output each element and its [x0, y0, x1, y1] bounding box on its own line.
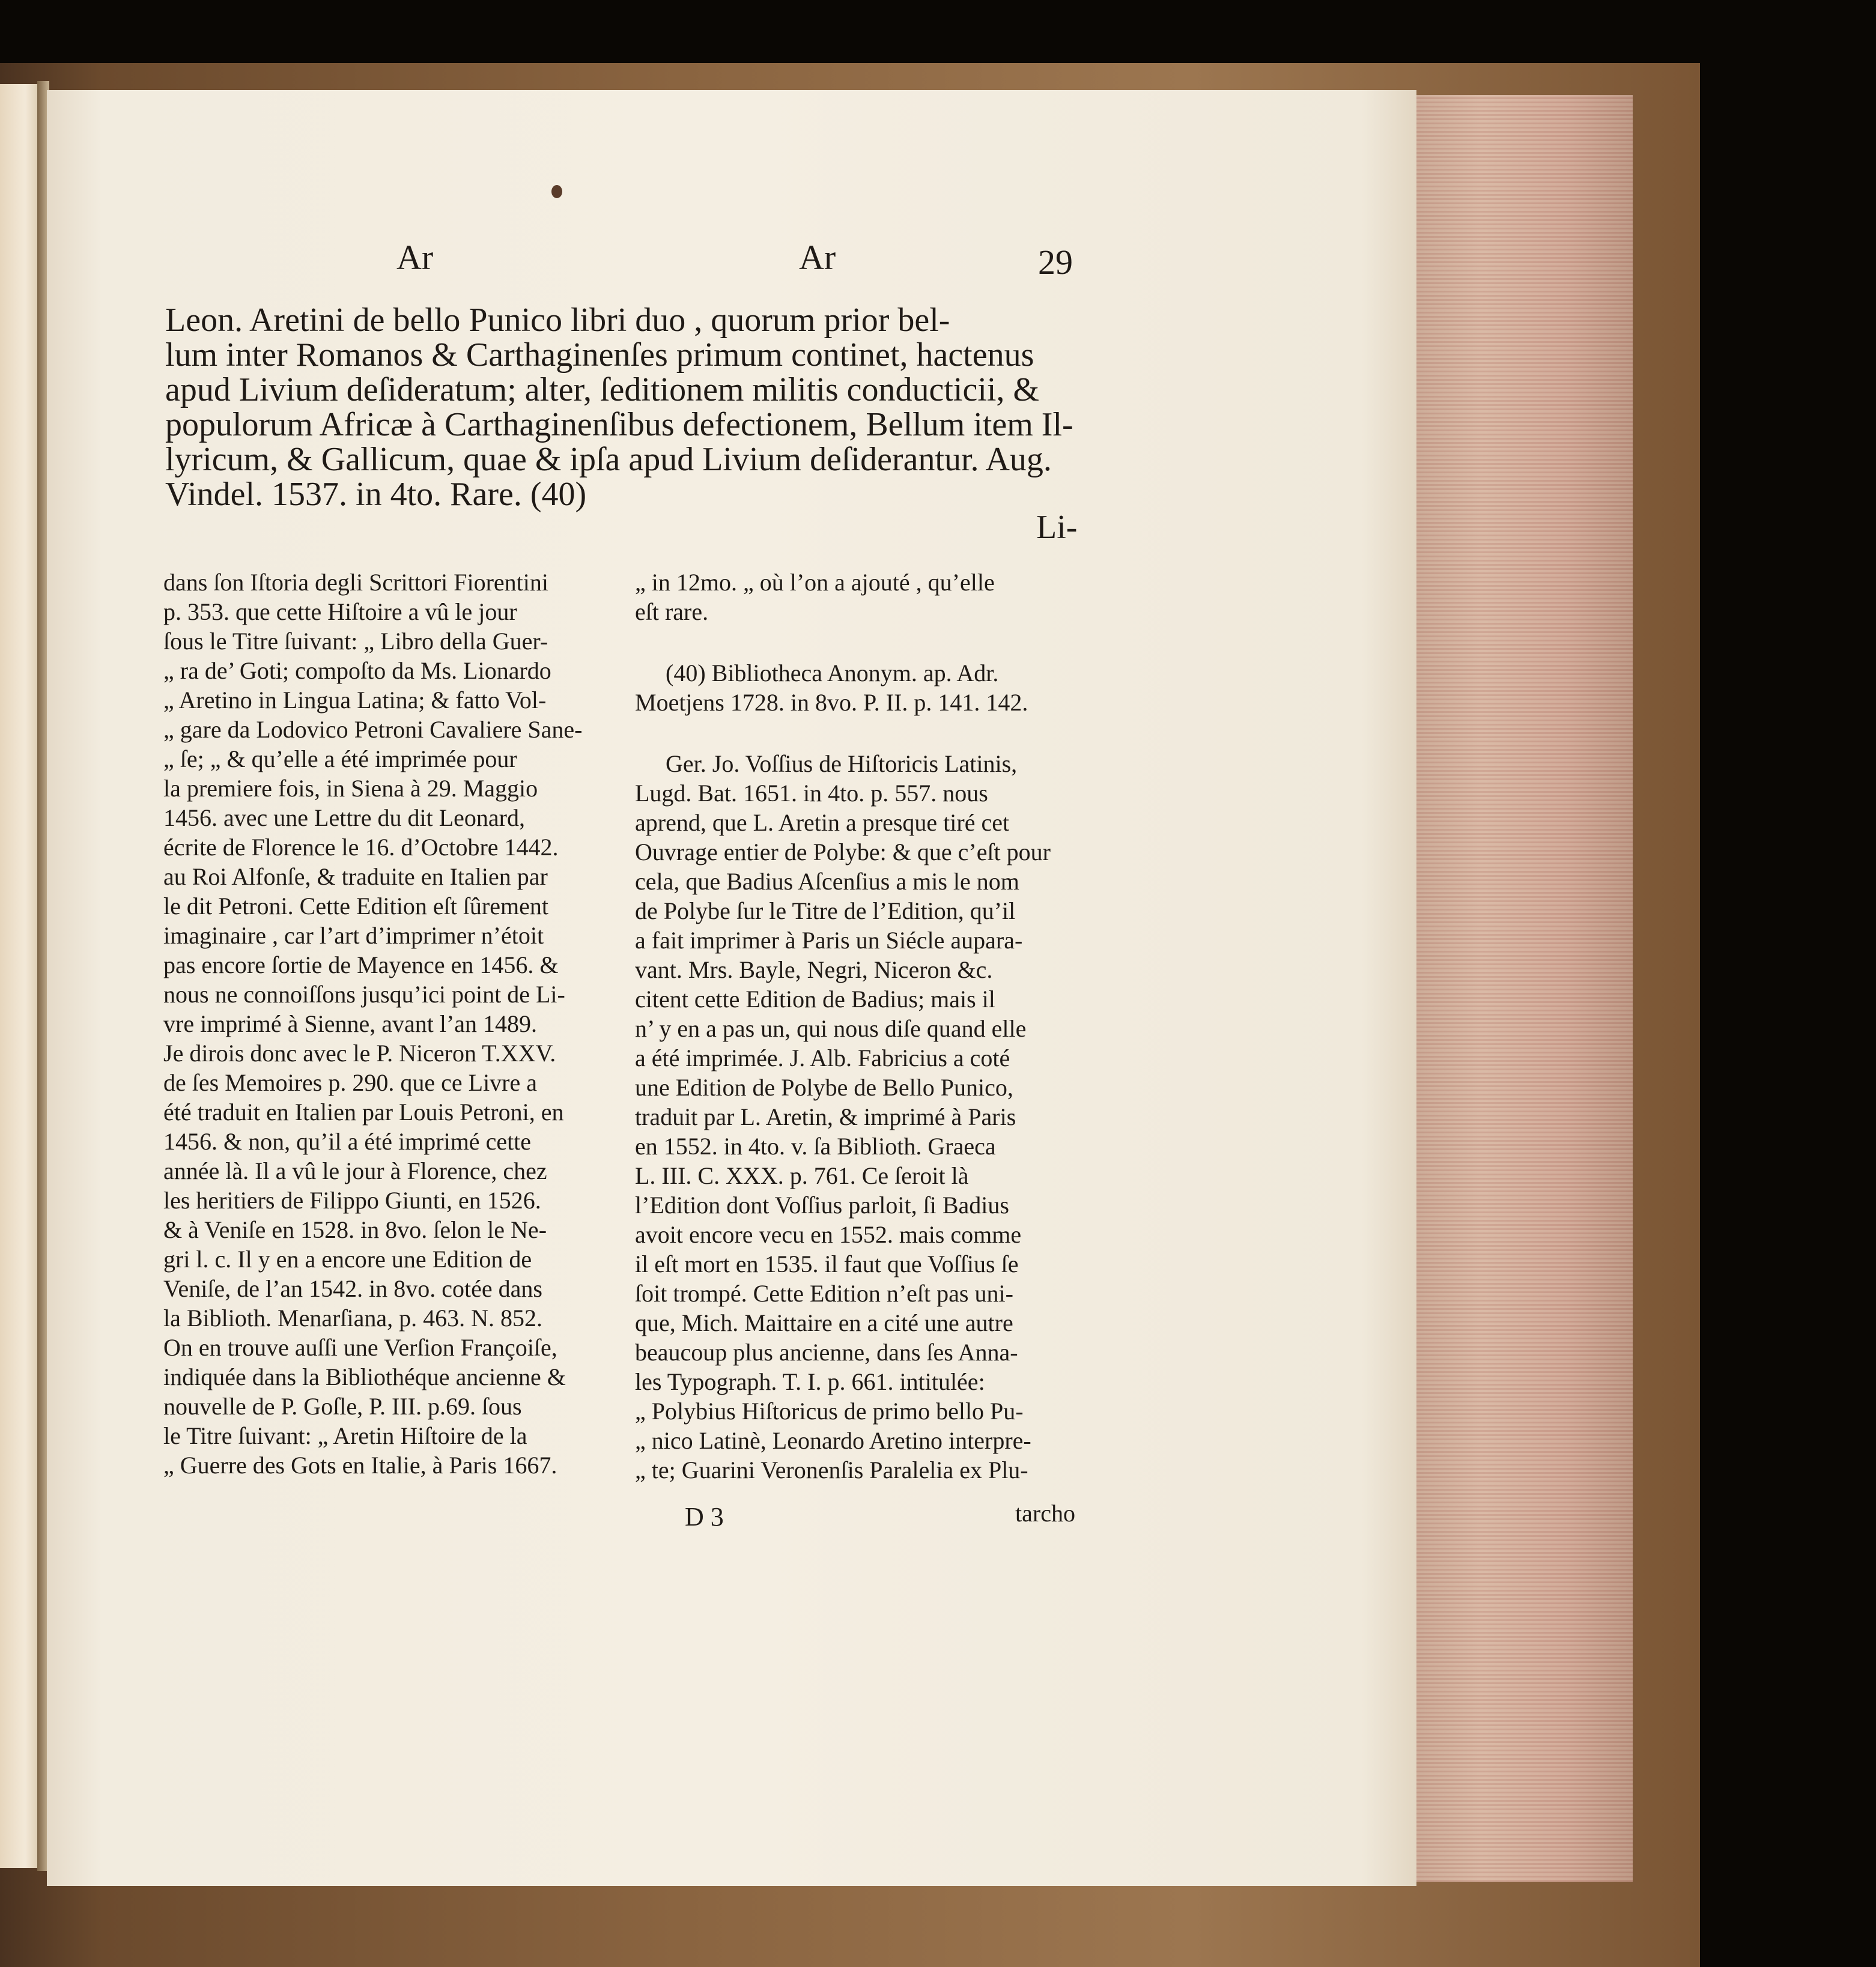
text-line: gri l. c. Il y en a encore une Edition de	[163, 1246, 532, 1273]
text-line: Ger. Jo. Voſſius de Hiſtoricis Latinis,	[666, 750, 1018, 777]
text-line: année là. Il a vû le jour à Florence, chez	[163, 1157, 547, 1184]
text-line: traduit par L. Aretin, & imprimé à Paris	[635, 1103, 1016, 1130]
text-line: „ ra de’ Goti; compoſto da Ms. Lionardo	[163, 657, 551, 684]
text-line: beaucoup plus ancienne, dans ſes Anna-	[635, 1339, 1018, 1366]
text-line: nous ne connoiſſons jusqu’ici point de Li-	[163, 981, 565, 1008]
text-line: au Roi Alfonſe, & traduite en Italien par	[163, 863, 548, 890]
text-line: il eſt mort en 1535. il faut que Voſſius ſe	[635, 1250, 1019, 1277]
text-line: „ nico Latinè, Leonardo Aretino interpre-	[635, 1427, 1031, 1454]
text-line: L. III. C. XXX. p. 761. Ce ſeroit là	[635, 1162, 969, 1189]
running-head-center: Ar	[799, 238, 836, 277]
text-line: écrite de Florence le 16. d’Octobre 1442.	[163, 834, 559, 861]
text-line: „ te; Guarini Veronenſis Paralelia ex Plu-	[635, 1456, 1028, 1484]
text-line: „ Guerre des Gots en Italie, à Paris 1667.	[163, 1452, 557, 1479]
text-line: une Edition de Polybe de Bello Punico,	[635, 1074, 1013, 1101]
text-line: en 1552. in 4to. v. ſa Biblioth. Graeca	[635, 1133, 996, 1160]
text-line: On en trouve auſſi une Verſion Françoiſe,	[163, 1334, 557, 1361]
text-line: & à Veniſe en 1528. in 8vo. ſelon le Ne-	[163, 1216, 547, 1243]
text-line: ſous le Titre ſuivant: „ Libro della Guer-	[163, 628, 548, 655]
text-line: citent cette Edition de Badius; mais il	[635, 986, 995, 1013]
main-entry-line: Vindel. 1537. in 4to. Rare. (40)	[165, 476, 587, 513]
text-line: „ gare da Lodovico Petroni Cavaliere Sane-	[163, 716, 583, 743]
text-line: le dit Petroni. Cette Edition eſt ſûrement	[163, 893, 548, 920]
main-entry-line: lyricum, & Gallicum, quae & ipſa apud Livium deſiderantur. Aug.	[165, 441, 1052, 478]
text-line: le Titre ſuivant: „ Aretin Hiſtoire de la	[163, 1422, 527, 1449]
text-line: vant. Mrs. Bayle, Negri, Niceron &c.	[635, 956, 993, 983]
main-entry-line: apud Livium deſideratum; alter, ſeditionem militis conducticii, &	[165, 371, 1039, 408]
text-line: a été imprimée. J. Alb. Fabricius a coté	[635, 1044, 1010, 1071]
text-line: aprend, que L. Aretin a presque tiré cet	[635, 809, 1010, 836]
text-line: 1456. & non, qu’il a été imprimé cette	[163, 1128, 532, 1155]
footnote-line: (40) Bibliotheca Anonym. ap. Adr.	[666, 659, 999, 686]
text-line: la Biblioth. Menarſiana, p. 463. N. 852.	[163, 1305, 543, 1332]
text-line: vre imprimé à Sienne, avant l’an 1489.	[163, 1010, 538, 1037]
text-line: dans ſon Iſtoria degli Scrittori Fiorentini	[163, 569, 549, 596]
text-line: Lugd. Bat. 1651. in 4to. p. 557. nous	[635, 780, 988, 807]
text-line: été traduit en Italien par Louis Petroni, en	[163, 1099, 564, 1126]
text-line: pas encore ſortie de Mayence en 1456. &	[163, 951, 559, 978]
text-line: de Polybe ſur le Titre de l’Edition, qu’il	[635, 897, 1016, 924]
text-line: de ſes Memoires p. 290. que ce Livre a	[163, 1069, 538, 1096]
text-line: Je dirois donc avec le P. Niceron T.XXV.	[163, 1040, 556, 1067]
text-line: cela, que Badius Aſcenſius a mis le nom	[635, 868, 1019, 895]
main-entry-line: Leon. Aretini de bello Punico libri duo , quorum prior bel-	[165, 302, 950, 339]
text-line: nouvelle de P. Goſle, P. III. p.69. ſous	[163, 1393, 522, 1420]
text-line: avoit encore vecu en 1552. mais comme	[635, 1221, 1022, 1248]
text-line: la premiere fois, in Siena à 29. Maggio	[163, 775, 538, 802]
catchword: tarcho	[1015, 1500, 1075, 1527]
text-line: imaginaire , car l’art d’imprimer n’étoit	[163, 922, 544, 949]
text-line: „ in 12mo. „ où l’on a ajouté , qu’elle	[635, 569, 995, 596]
page-number: 29	[1038, 243, 1073, 282]
text-line: eſt rare.	[635, 598, 709, 625]
ink-spot	[551, 185, 562, 198]
text-line: l’Edition dont Voſſius parloit, ſi Badius	[635, 1192, 1009, 1219]
catchword: Li-	[1036, 509, 1078, 546]
text-line: „ Polybius Hiſtoricus de primo bello Pu-	[635, 1398, 1024, 1425]
text-line: p. 353. que cette Hiſtoire a vû le jour	[163, 598, 517, 625]
text-line: „ ſe; „ & qu’elle a été imprimée pour	[163, 745, 517, 772]
running-head-left: Ar	[396, 238, 434, 277]
text-line: Veniſe, de l’an 1542. in 8vo. cotée dans	[163, 1275, 542, 1302]
main-entry-line: populorum Africæ à Carthaginenſibus defectionem, Bellum item Il-	[165, 406, 1073, 443]
text-line: a fait imprimer à Paris un Siécle aupara-	[635, 927, 1023, 954]
text-line: que, Mich. Maittaire en a cité une autre	[635, 1309, 1013, 1336]
main-entry-line: lum inter Romanos & Carthaginenſes primum continet, hactenus	[165, 336, 1034, 374]
page-fore-edge	[1416, 95, 1633, 1882]
text-line: ſoit trompé. Cette Edition n’eſt pas uni-	[635, 1280, 1013, 1307]
text-line: indiquée dans la Bibliothéque ancienne &	[163, 1363, 566, 1390]
signature-mark: D 3	[685, 1502, 724, 1532]
text-line: les Typograph. T. I. p. 661. intitulée:	[635, 1368, 985, 1395]
text-line: „ Aretino in Lingua Latina; & fatto Vol-	[163, 686, 547, 714]
text-line: 1456. avec une Lettre du dit Leonard,	[163, 804, 525, 831]
footnote-line: Moetjens 1728. in 8vo. P. II. p. 141. 142.	[635, 689, 1028, 716]
text-line: Ouvrage entier de Polybe: & que c’eſt pour	[635, 838, 1051, 865]
text-line: les heritiers de Filippo Giunti, en 1526.	[163, 1187, 541, 1214]
text-line: n’ y en a pas un, qui nous diſe quand elle	[635, 1015, 1027, 1042]
